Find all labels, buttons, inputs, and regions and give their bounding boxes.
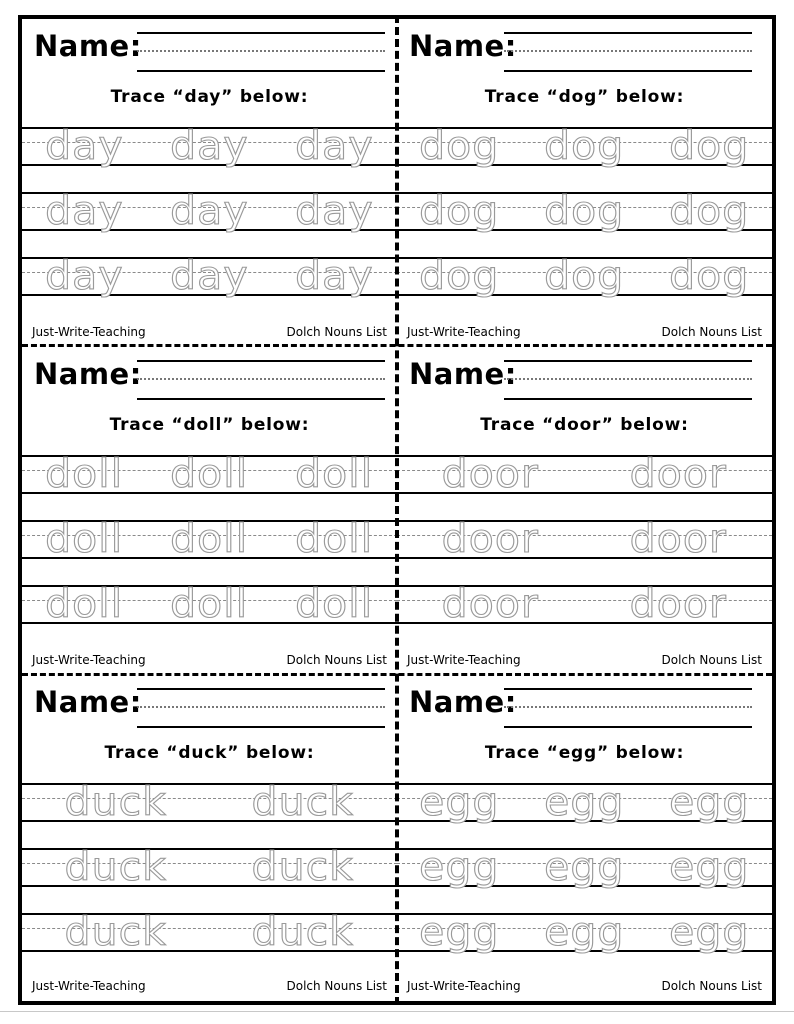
tracing-row	[22, 124, 397, 169]
tracing-words	[22, 254, 397, 299]
tracing-row	[397, 452, 772, 497]
footer-brand: Just-Write-Teaching	[407, 979, 521, 993]
trace-instruction-trace-suffix: ” below:	[597, 87, 685, 107]
tracing-row	[397, 254, 772, 299]
name-write-line[interactable]	[504, 398, 752, 400]
trace-instruction-trace-suffix: ” below:	[601, 415, 689, 435]
page-edge-line	[0, 1011, 794, 1012]
trace-word: dog	[669, 254, 750, 299]
tracing-words	[397, 517, 772, 562]
horizontal-cut-line	[22, 344, 772, 347]
tracing-words	[22, 452, 397, 497]
trace-word: doll	[295, 517, 374, 562]
tracing-words	[397, 582, 772, 627]
trace-instruction	[22, 415, 397, 435]
trace-word: day	[170, 124, 249, 169]
trace-word: day	[295, 124, 374, 169]
name-dotted-line	[137, 378, 385, 380]
tracing-row	[397, 780, 772, 825]
name-top-line	[137, 360, 385, 362]
worksheet	[18, 15, 776, 1005]
trace-word: day	[45, 189, 124, 234]
trace-instruction-trace-suffix: ” below:	[227, 743, 315, 763]
tracing-row	[22, 845, 397, 890]
tracing-row	[397, 910, 772, 955]
trace-word: day	[170, 189, 249, 234]
trace-instruction	[397, 87, 772, 107]
footer-list-name: Dolch Nouns List	[661, 325, 762, 339]
trace-instruction-trace-suffix: ” below:	[596, 743, 685, 763]
trace-instruction-trace-prefix: Trace “	[110, 87, 185, 107]
footer-brand: Just-Write-Teaching	[32, 653, 146, 667]
tracing-row	[22, 780, 397, 825]
trace-instruction-word: door	[554, 415, 602, 435]
trace-word: day	[295, 189, 374, 234]
tracing-words	[22, 124, 397, 169]
trace-word: door	[442, 517, 540, 562]
trace-word: dog	[419, 254, 500, 299]
tracing-words	[22, 910, 397, 955]
tracing-card-day	[22, 19, 397, 347]
tracing-card-door	[397, 347, 772, 675]
trace-instruction	[22, 743, 397, 763]
trace-word: dog	[669, 124, 750, 169]
footer-list-name: Dolch Nouns List	[661, 979, 762, 993]
trace-word: doll	[45, 452, 124, 497]
trace-instruction-trace-suffix: ” below:	[222, 415, 310, 435]
trace-word: egg	[544, 845, 625, 890]
tracing-row	[397, 845, 772, 890]
name-dotted-line	[504, 706, 752, 708]
tracing-row	[22, 452, 397, 497]
tracing-row	[397, 189, 772, 234]
trace-word: door	[629, 452, 727, 497]
trace-word: doll	[295, 452, 374, 497]
trace-word: duck	[64, 910, 167, 955]
name-dotted-line	[137, 50, 385, 52]
tracing-card-egg	[397, 675, 772, 1001]
tracing-row	[397, 582, 772, 627]
trace-word: door	[629, 582, 727, 627]
footer-brand: Just-Write-Teaching	[32, 325, 146, 339]
tracing-words	[397, 780, 772, 825]
tracing-card-dog	[397, 19, 772, 347]
trace-word: dog	[544, 254, 625, 299]
trace-word: duck	[64, 780, 167, 825]
footer-brand: Just-Write-Teaching	[32, 979, 146, 993]
name-label: Name:	[34, 685, 142, 719]
trace-word: day	[170, 254, 249, 299]
tracing-row	[397, 517, 772, 562]
trace-word: dog	[669, 189, 750, 234]
trace-word: door	[442, 452, 540, 497]
trace-word: doll	[45, 582, 124, 627]
trace-word: egg	[669, 780, 750, 825]
trace-word: doll	[295, 582, 374, 627]
name-write-line[interactable]	[137, 398, 385, 400]
trace-word: day	[295, 254, 374, 299]
trace-instruction-word: day	[184, 87, 222, 107]
trace-word: egg	[419, 910, 500, 955]
tracing-row	[397, 124, 772, 169]
name-top-line	[504, 360, 752, 362]
trace-word: egg	[669, 910, 750, 955]
name-dotted-line	[504, 50, 752, 52]
trace-word: doll	[170, 452, 249, 497]
tracing-words	[22, 517, 397, 562]
tracing-words	[397, 452, 772, 497]
trace-word: dog	[419, 124, 500, 169]
name-write-line[interactable]	[504, 726, 752, 728]
tracing-card-doll	[22, 347, 397, 675]
vertical-cut-line	[395, 15, 399, 1005]
tracing-words	[397, 254, 772, 299]
trace-instruction-trace-prefix: Trace “	[104, 743, 179, 763]
trace-word: duck	[64, 845, 167, 890]
footer-list-name: Dolch Nouns List	[286, 325, 387, 339]
name-write-line[interactable]	[137, 70, 385, 72]
trace-word: egg	[419, 845, 500, 890]
trace-word: duck	[252, 845, 355, 890]
trace-instruction-trace-prefix: Trace “	[484, 87, 559, 107]
trace-instruction-word: duck	[178, 743, 228, 763]
trace-instruction-word: dog	[558, 87, 598, 107]
name-write-line[interactable]	[504, 70, 752, 72]
trace-word: egg	[419, 780, 500, 825]
tracing-words	[397, 124, 772, 169]
trace-word: egg	[669, 845, 750, 890]
trace-word: dog	[419, 189, 500, 234]
name-label: Name:	[409, 29, 517, 63]
tracing-row	[22, 517, 397, 562]
tracing-words	[397, 910, 772, 955]
name-top-line	[504, 688, 752, 690]
trace-word: doll	[170, 517, 249, 562]
name-dotted-line	[504, 378, 752, 380]
trace-word: door	[629, 517, 727, 562]
tracing-row	[22, 254, 397, 299]
trace-word: doll	[45, 517, 124, 562]
name-label: Name:	[409, 357, 517, 391]
name-write-line[interactable]	[137, 726, 385, 728]
trace-word: day	[45, 254, 124, 299]
trace-instruction	[397, 415, 772, 435]
tracing-words	[397, 189, 772, 234]
trace-word: duck	[252, 780, 355, 825]
trace-instruction	[397, 743, 772, 763]
tracing-row	[22, 582, 397, 627]
tracing-words	[22, 780, 397, 825]
name-label: Name:	[34, 29, 142, 63]
name-top-line	[504, 32, 752, 34]
trace-instruction-trace-prefix: Trace “	[109, 415, 184, 435]
trace-word: duck	[252, 910, 355, 955]
trace-instruction-word: egg	[558, 743, 597, 763]
trace-word: egg	[544, 910, 625, 955]
footer-brand: Just-Write-Teaching	[407, 653, 521, 667]
trace-instruction	[22, 87, 397, 107]
name-label: Name:	[34, 357, 142, 391]
trace-word: doll	[170, 582, 249, 627]
tracing-words	[22, 582, 397, 627]
tracing-row	[22, 189, 397, 234]
trace-instruction-trace-prefix: Trace “	[484, 743, 559, 763]
trace-word: dog	[544, 124, 625, 169]
tracing-words	[22, 845, 397, 890]
trace-word: day	[45, 124, 124, 169]
name-label: Name:	[409, 685, 517, 719]
footer-list-name: Dolch Nouns List	[286, 979, 387, 993]
footer-list-name: Dolch Nouns List	[286, 653, 387, 667]
tracing-row	[22, 910, 397, 955]
footer-brand: Just-Write-Teaching	[407, 325, 521, 339]
name-dotted-line	[137, 706, 385, 708]
trace-word: egg	[544, 780, 625, 825]
trace-instruction-trace-suffix: ” below:	[221, 87, 309, 107]
horizontal-cut-line	[22, 673, 772, 676]
name-top-line	[137, 32, 385, 34]
trace-instruction-word: doll	[183, 415, 223, 435]
trace-word: door	[442, 582, 540, 627]
tracing-words	[22, 189, 397, 234]
trace-word: dog	[544, 189, 625, 234]
tracing-card-duck	[22, 675, 397, 1001]
trace-instruction-trace-prefix: Trace “	[480, 415, 555, 435]
tracing-words	[397, 845, 772, 890]
name-top-line	[137, 688, 385, 690]
footer-list-name: Dolch Nouns List	[661, 653, 762, 667]
